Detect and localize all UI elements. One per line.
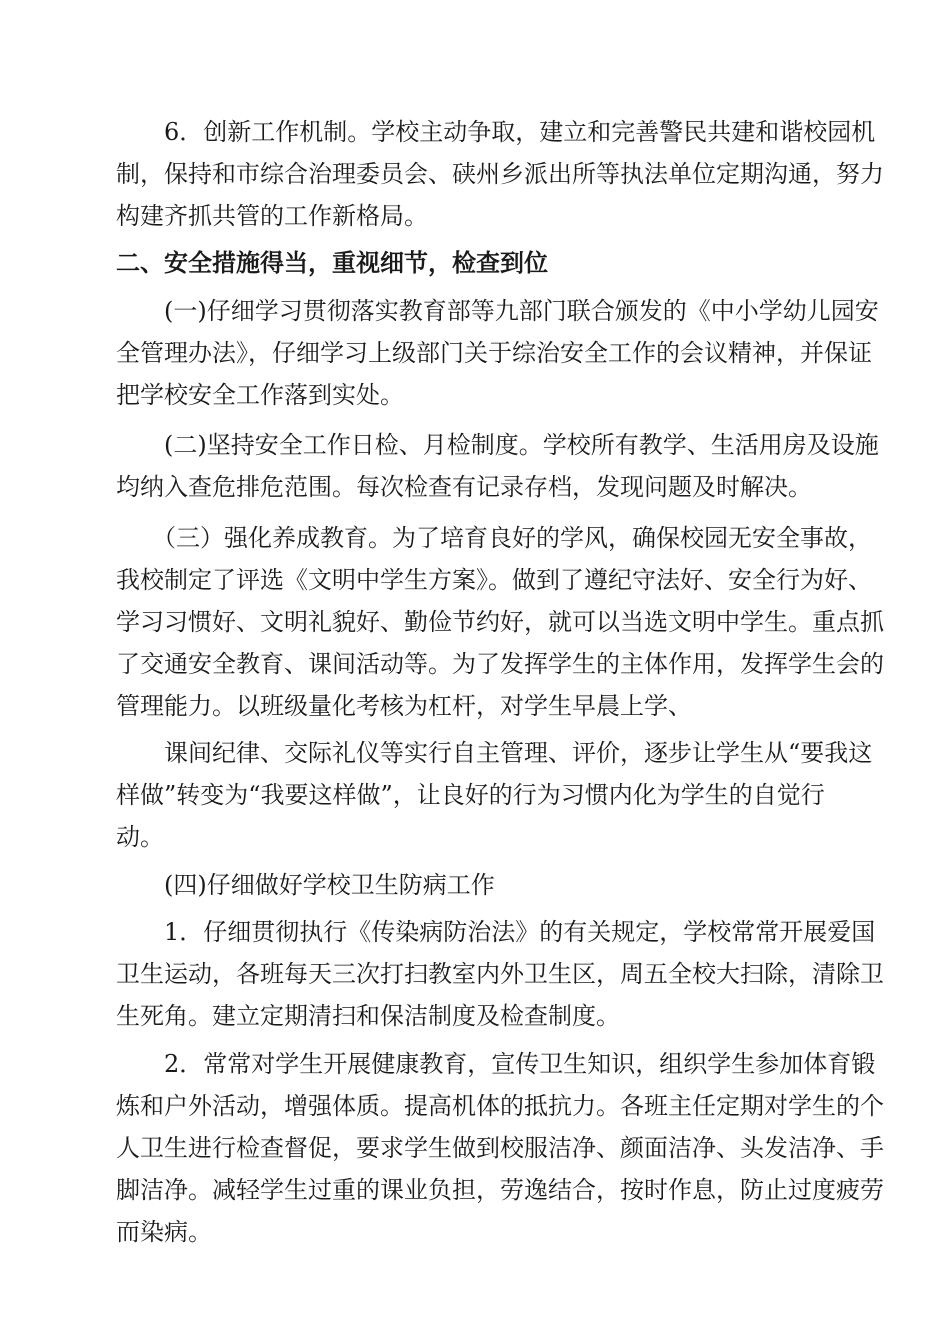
paragraph-line: 学习习惯好、文明礼貌好、勤俭节约好，就可以当选文明中学生。重点抓 [116,608,884,636]
paragraph-line: 管理能力。以班级量化考核为杠杆，对学生早晨上学、 [116,692,692,720]
paragraph-line: 制，保持和市综合治理委员会、硖州乡派出所等执法单位定期沟通，努力 [116,160,884,188]
paragraph-line: 了交通安全教育、课间活动等。为了发挥学生的主体作用，发挥学生会的 [116,650,884,678]
paragraph-line: （三）强化养成教育。为了培育良好的学风，确保校园无安全事故， [152,524,872,552]
paragraph-line: 6．创新工作机制。学校主动争取，建立和完善警民共建和谐校园机 [164,118,876,146]
paragraph-line: (一)仔细学习贯彻落实教育部等九部门联合颁发的《中小学幼儿园安 [164,297,879,325]
paragraph-line: 1．仔细贯彻执行《传染病防治法》的有关规定，学校常常开展爱国 [164,918,876,946]
paragraph-line: 均纳入查危排危范围。每次检查有记录存档，发现问题及时解决。 [116,473,812,501]
paragraph-line: 样做”转变为“我要这样做”，让良好的行为习惯内化为学生的自觉行 [116,781,825,809]
paragraph-line: 而染病。 [116,1218,212,1246]
paragraph-line: 我校制定了评选《文明中学生方案》。做到了遵纪守法好、安全行为好、 [116,566,872,594]
paragraph-line: 炼和户外活动，增强体质。提高机体的抵抗力。各班主任定期对学生的个 [116,1092,884,1120]
paragraph-line: 人卫生进行检查督促，要求学生做到校服洁净、颜面洁净、头发洁净、手 [116,1134,884,1162]
paragraph-line: 卫生运动，各班每天三次打扫教室内外卫生区，周五全校大扫除，清除卫 [116,960,884,988]
paragraph-line: 全管理办法》，仔细学习上级部门关于综治安全工作的会议精神，并保证 [116,339,872,367]
paragraph-line: 课间纪律、交际礼仪等实行自主管理、评价，逐步让学生从“要我这 [164,739,873,767]
paragraph-line: 构建齐抓共管的工作新格局。 [116,202,428,230]
paragraph-line: (四)仔细做好学校卫生防病工作 [164,871,495,899]
paragraph-line: 脚洁净。减轻学生过重的课业负担，劳逸结合，按时作息，防止过度疲劳 [116,1176,884,1204]
paragraph-line: 生死角。建立定期清扫和保洁制度及检查制度。 [116,1002,620,1030]
section-heading: 二、安全措施得当，重视细节，检查到位 [116,249,548,277]
paragraph-line: (二)坚持安全工作日检、月检制度。学校所有教学、生活用房及设施 [164,431,879,459]
paragraph-line: 2．常常对学生开展健康教育，宣传卫生知识，组织学生参加体育锻 [164,1050,876,1078]
paragraph-line: 动。 [116,823,164,851]
paragraph-line: 把学校安全工作落到实处。 [116,381,404,409]
